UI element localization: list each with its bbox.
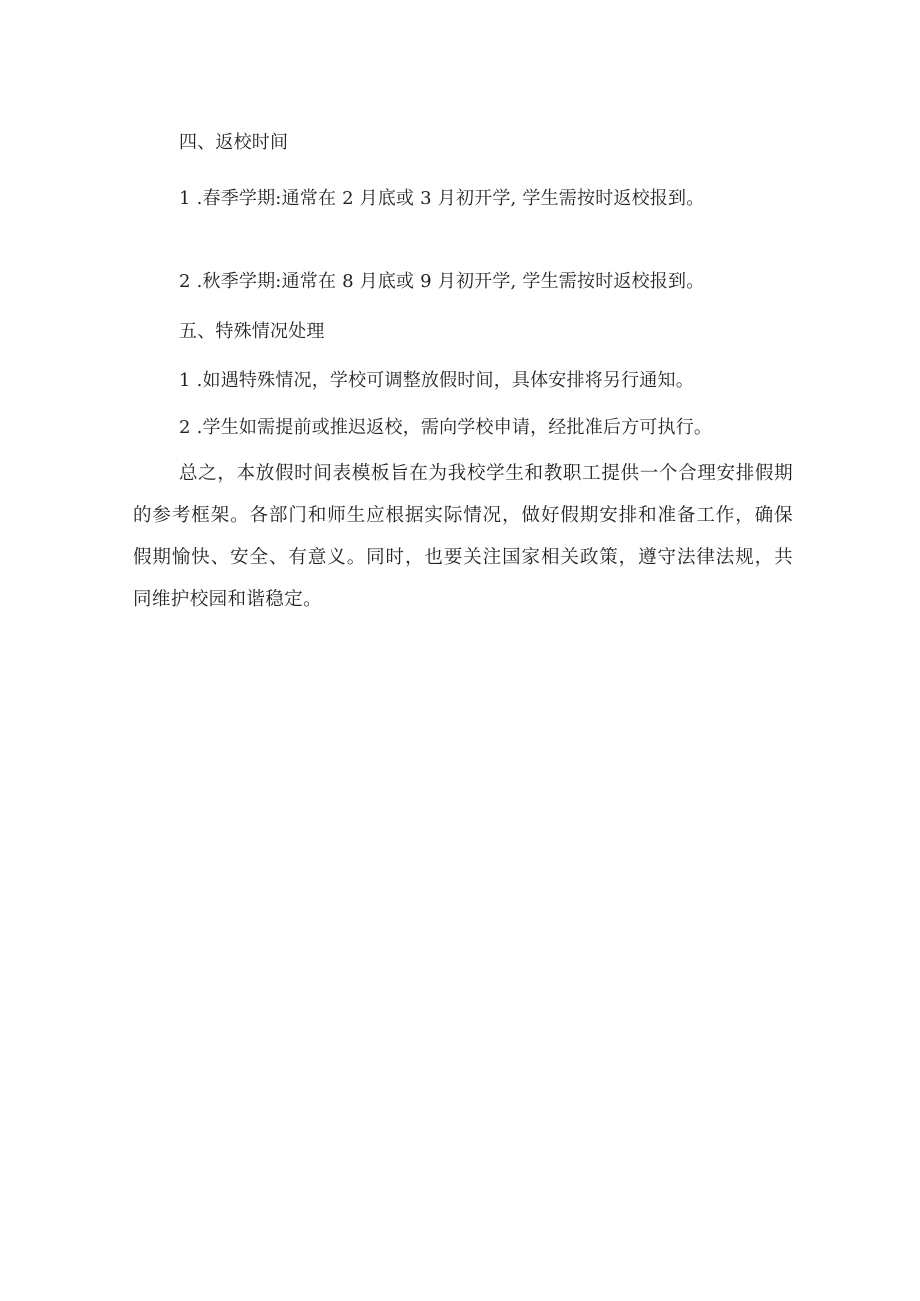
conclusion-paragraph: 总之，本放假时间表模板旨在为我校学生和教职工提供一个合理安排假期的参考框架。各部门和师生应根据实际情况，做好假期安排和准备工作，确保假期愉快、安全、有意义。同时，也要关注国家相关政策，遵守法律法规，共同维护校园和谐稳定。 bbox=[133, 463, 793, 610]
list-item-spring-semester: 1 .春季学期:通常在 2 月底或 3 月初开学, 学生需按时返校报到。 bbox=[179, 188, 705, 209]
list-item-adjust-schedule: 1 .如遇特殊情况，学校可调整放假时间，具体安排将另行通知。 bbox=[179, 370, 694, 391]
section-heading-special-cases: 五、特殊情况处理 bbox=[179, 321, 325, 342]
list-item-autumn-semester: 2 .秋季学期:通常在 8 月底或 9 月初开学, 学生需按时返校报到。 bbox=[179, 271, 705, 292]
section-heading-return-time: 四、返校时间 bbox=[179, 132, 289, 153]
list-item-early-late-return: 2 .学生如需提前或推迟返校，需向学校申请，经批准后方可执行。 bbox=[179, 417, 713, 438]
